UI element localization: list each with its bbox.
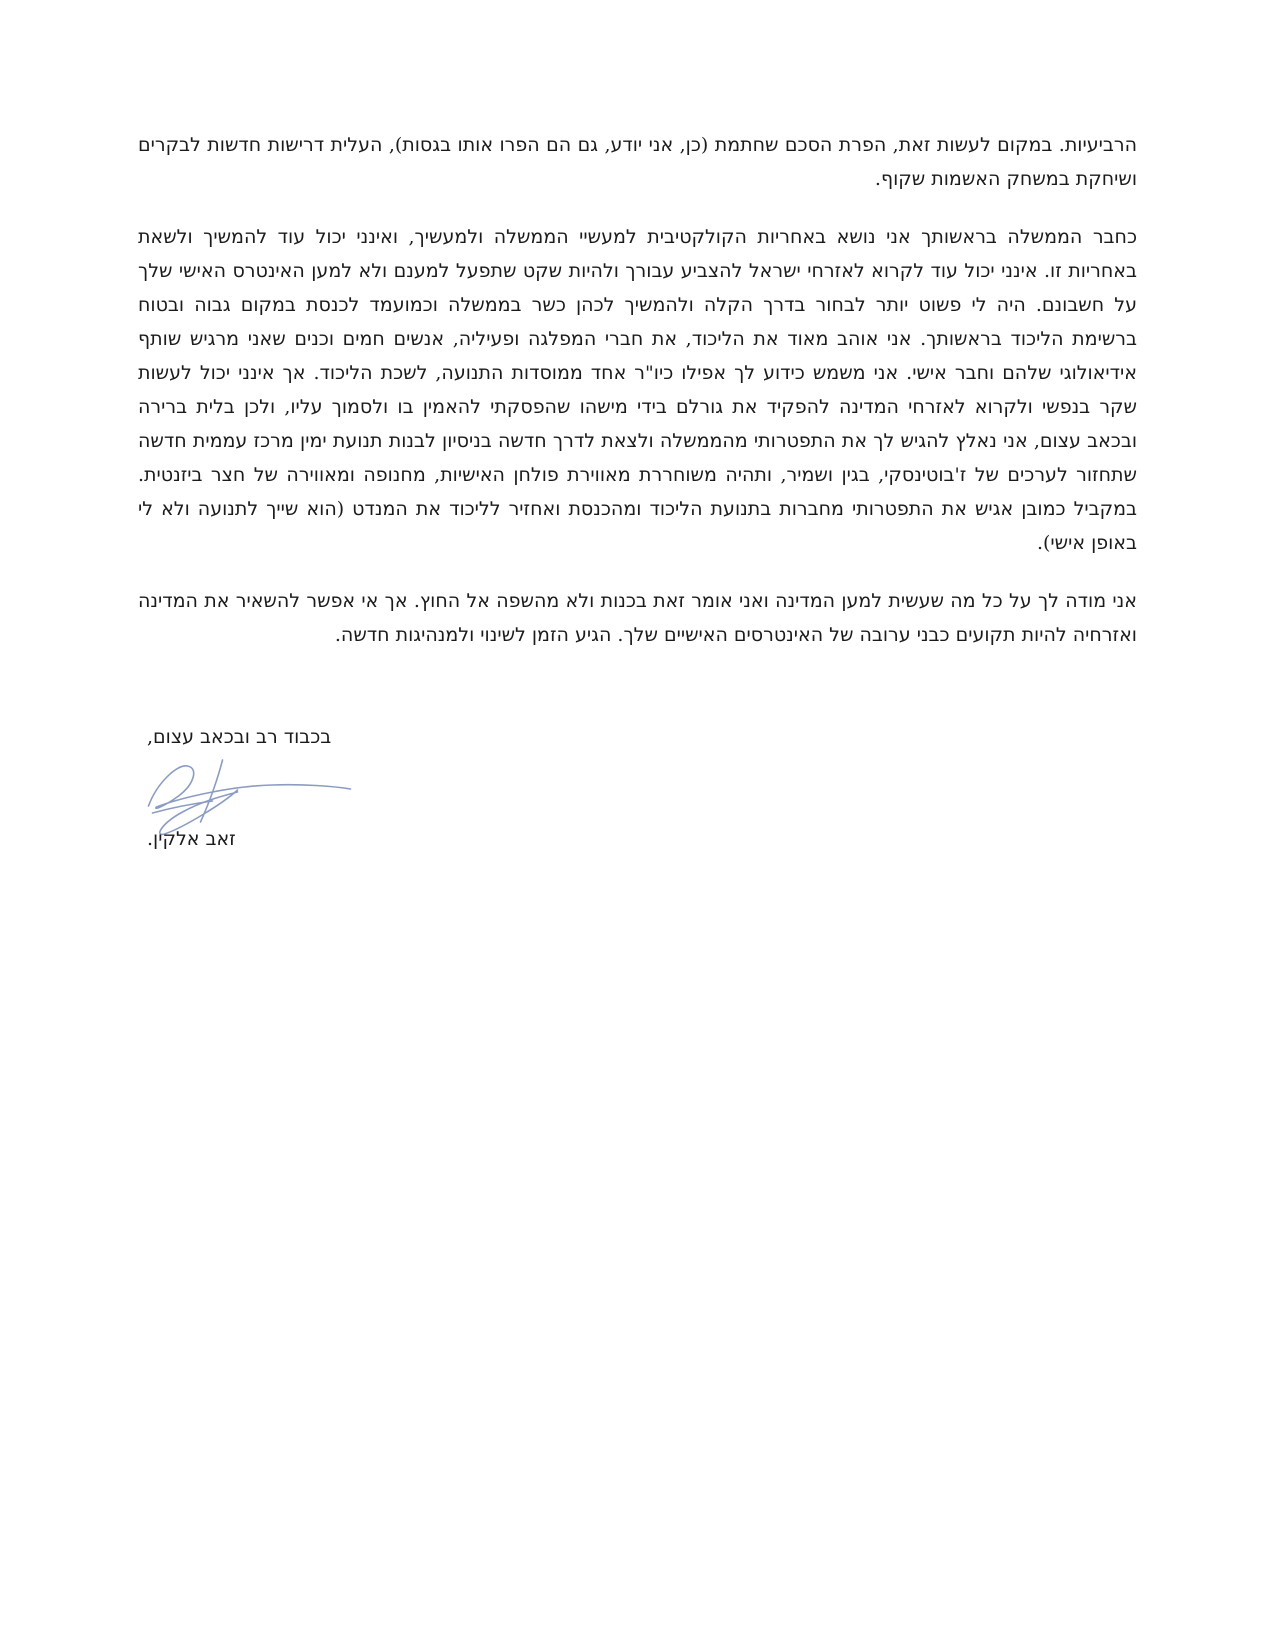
signature-stroke-loop-tail <box>149 766 351 808</box>
letter-paragraph-resignation: כחבר הממשלה בראשותך אני נושא באחריות הקולקטיבית למעשיי הממשלה ולמעשיך, ואינני יכול עוד להמשיך ולשאת באחריות זו. אינני יכול עוד לקרוא לאזרחי ישראל להצביע עבורך ולהיות שקט שתפעל למענם ולא למען האינטרס האישי שלך על חשבונם. היה לי פשוט יותר לבחור בדרך הקלה ולהמשיך לכהן כשר בממשלה וכמועמד לכנסת במקום גבוה ובטוח ברשימת הליכוד בראשותך. אני אוהב מאוד את הליכוד, את חברי המפלגה ופעיליה, אנשים חמים וכנים שאני מרגיש שותף אידיאולוגי שלהם וחבר אישי. אני משמש כידוע לך אפילו כיו"ר אחד ממוסדות התנועה, לשכת הליכוד. אך אינני יכול לעשות שקר בנפשי ולקרוא לאזרחי המדינה להפקיד את גורלם בידי מישהו שהפסקתי להאמין בו ולסמוך עליו, ולכן בלית ברירה ובכאב עצום, אני נאלץ להגיש לך את התפטרותי מהממשלה ולצאת לדרך חדשה בניסיון לבנות תנועת ימין מרכז עממית חדשה שתחזור לערכים של ז'בוטינסקי, בגין ושמיר, ותהיה משוחררת מאווירת פולחן האישיות, מחנופה ומאווירה של חצר ביזנטית. במקביל כמובן אגיש את התפטרותי מחברות בתנועת הליכוד ומהכנסת ואחזיר לליכוד את המנדט (הוא שייך לתנועה ולא לי באופן אישי). <box>138 226 1137 554</box>
letter-paragraph-continuation: הרביעיות. במקום לעשות זאת, הפרת הסכם שחתמת (כן, אני יודע, גם הם הפרו אותו בגסות), העלית דרישות חדשות לבקרים ושיחקת במשחק האשמות שקוף. <box>138 134 1137 190</box>
letter-body <box>138 128 1137 676</box>
closing-salutation: בכבוד רב ובכאב עצום, <box>147 726 332 748</box>
signer-name: זאב אלקין. <box>147 828 236 850</box>
letter-paragraph-conclusion: אני מודה לך על כל מה שעשית למען המדינה ואני אומר זאת בכנות ולא מהשפה אל החוץ. אך אי אפשר להשאיר את המדינה ואזרחיה להיות תקועים כבני ערובה של האינטרסים האישיים שלך. הגיע הזמן לשינוי ולמנהיגות חדשה. <box>138 590 1137 646</box>
